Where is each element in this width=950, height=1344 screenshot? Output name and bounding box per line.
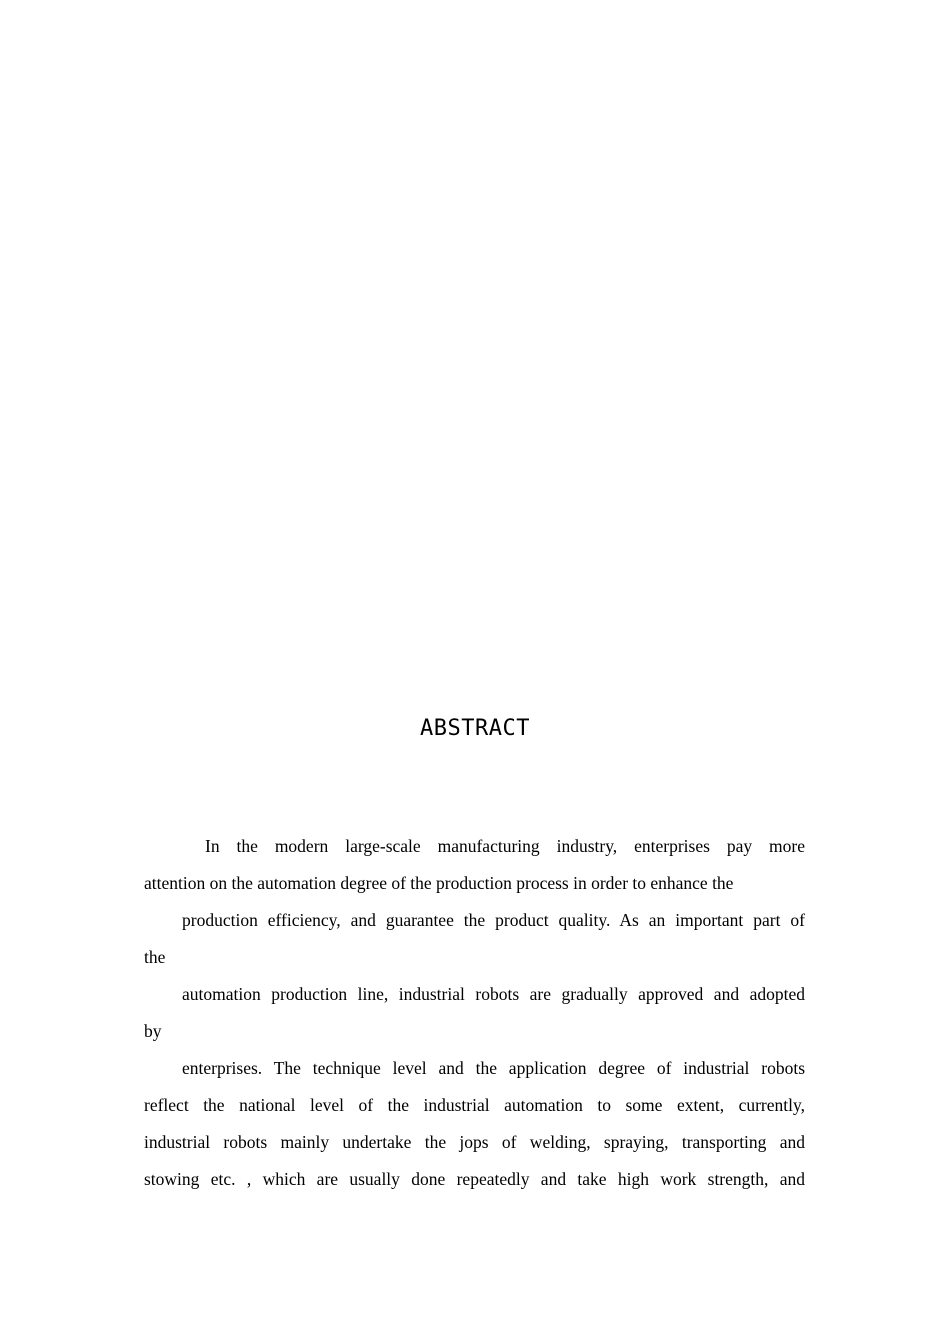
abstract-line: the — [144, 947, 166, 967]
abstract-body — [144, 828, 805, 1198]
abstract-line: industrial robots mainly undertake the jops of welding, spraying, transporting and — [144, 1132, 805, 1152]
abstract-line: reflect the national level of the industrial automation to some extent, currently, — [144, 1095, 805, 1115]
abstract-line: attention on the automation degree of the production process in order to enhance the — [144, 873, 734, 893]
abstract-line: In the modern large-scale manufacturing industry, enterprises pay more — [205, 836, 805, 856]
abstract-line: production efficiency, and guarantee the product quality. As an important part of — [182, 910, 805, 930]
abstract-line: automation production line, industrial robots are gradually approved and adopted — [182, 984, 805, 1004]
abstract-line: by — [144, 1021, 162, 1041]
abstract-line: enterprises. The technique level and the application degree of industrial robots — [182, 1058, 805, 1078]
abstract-heading: ABSTRACT — [420, 716, 530, 741]
abstract-line: stowing etc. , which are usually done repeatedly and take high work strength, and — [144, 1169, 805, 1189]
